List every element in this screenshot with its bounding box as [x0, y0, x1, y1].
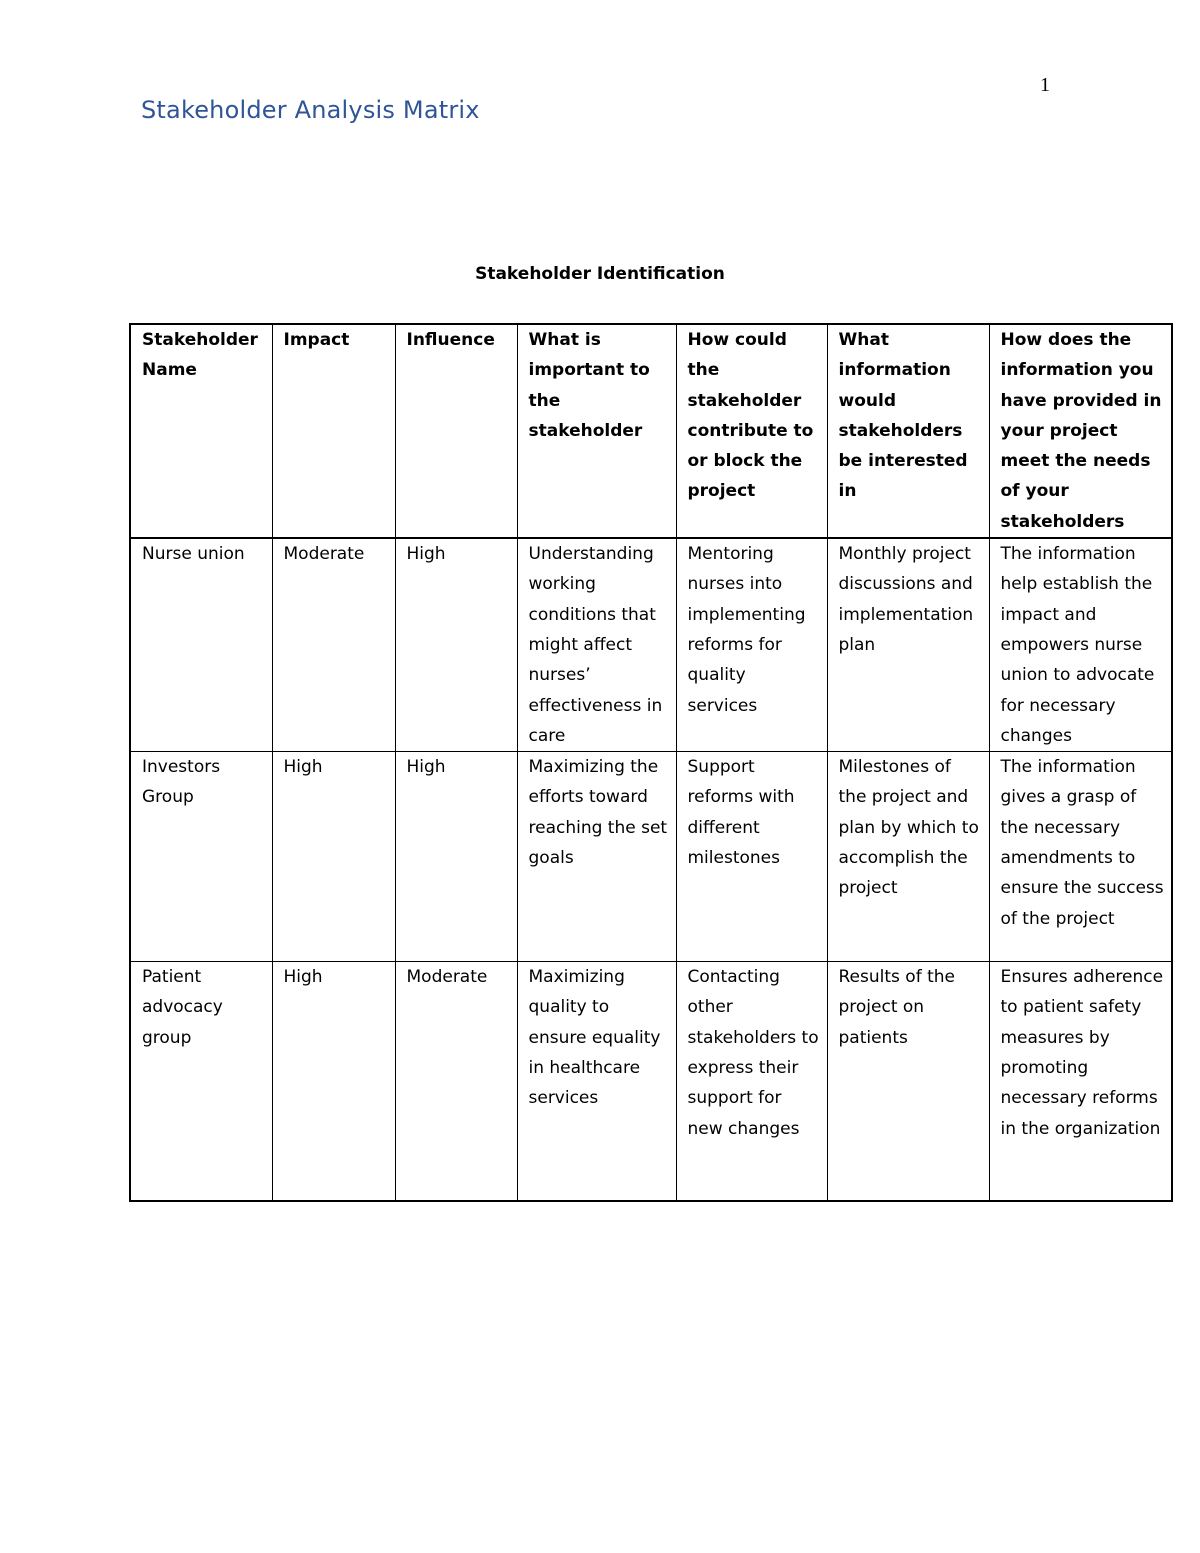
cell-stakeholder-name: Investors Group [130, 752, 272, 962]
cell-stakeholder-name: Nurse union [130, 538, 272, 752]
document-title: Stakeholder Analysis Matrix [141, 96, 480, 124]
page-number: 1 [1040, 74, 1050, 96]
cell-how-contribute: Support reforms with different milestones [676, 752, 827, 962]
cell-what-information: Milestones of the project and plan by which to accomplish the project [827, 752, 989, 962]
table-row [130, 962, 1172, 1201]
cell-impact: Moderate [272, 538, 395, 752]
cell-stakeholder-name: Patient advocacy group [130, 962, 272, 1201]
table-header-row [130, 324, 1172, 538]
stakeholder-matrix-table [129, 323, 1173, 1202]
cell-what-is-important: Understanding working conditions that might affect nurses’ effectiveness in care [517, 538, 676, 752]
cell-how-contribute: Contacting other stakeholders to express their support for new changes [676, 962, 827, 1201]
cell-how-contribute: Mentoring nurses into implementing reforms for quality services [676, 538, 827, 752]
section-heading: Stakeholder Identification [475, 264, 725, 284]
header-how-meet-needs: How does the information you have provided in your project meet the needs of your stakeholders [989, 324, 1172, 538]
header-what-information: What information would stakeholders be interested in [827, 324, 989, 538]
cell-influence: Moderate [395, 962, 517, 1201]
cell-impact: High [272, 752, 395, 962]
cell-influence: High [395, 538, 517, 752]
cell-how-meet-needs: The information help establish the impact and empowers nurse union to advocate for necessary changes [989, 538, 1172, 752]
cell-impact: High [272, 962, 395, 1201]
header-stakeholder-name: Stakeholder Name [130, 324, 272, 538]
cell-how-meet-needs: Ensures adherence to patient safety measures by promoting necessary reforms in the organization [989, 962, 1172, 1201]
cell-what-information: Results of the project on patients [827, 962, 989, 1201]
cell-what-is-important: Maximizing quality to ensure equality in healthcare services [517, 962, 676, 1201]
header-impact: Impact [272, 324, 395, 538]
cell-how-meet-needs: The information gives a grasp of the necessary amendments to ensure the success of the project [989, 752, 1172, 962]
header-what-is-important: What is important to the stakeholder [517, 324, 676, 538]
cell-what-is-important: Maximizing the efforts toward reaching the set goals [517, 752, 676, 962]
table-row [130, 538, 1172, 752]
cell-what-information: Monthly project discussions and implementation plan [827, 538, 989, 752]
table-row [130, 752, 1172, 962]
header-influence: Influence [395, 324, 517, 538]
cell-influence: High [395, 752, 517, 962]
header-how-contribute: How could the stakeholder contribute to or block the project [676, 324, 827, 538]
